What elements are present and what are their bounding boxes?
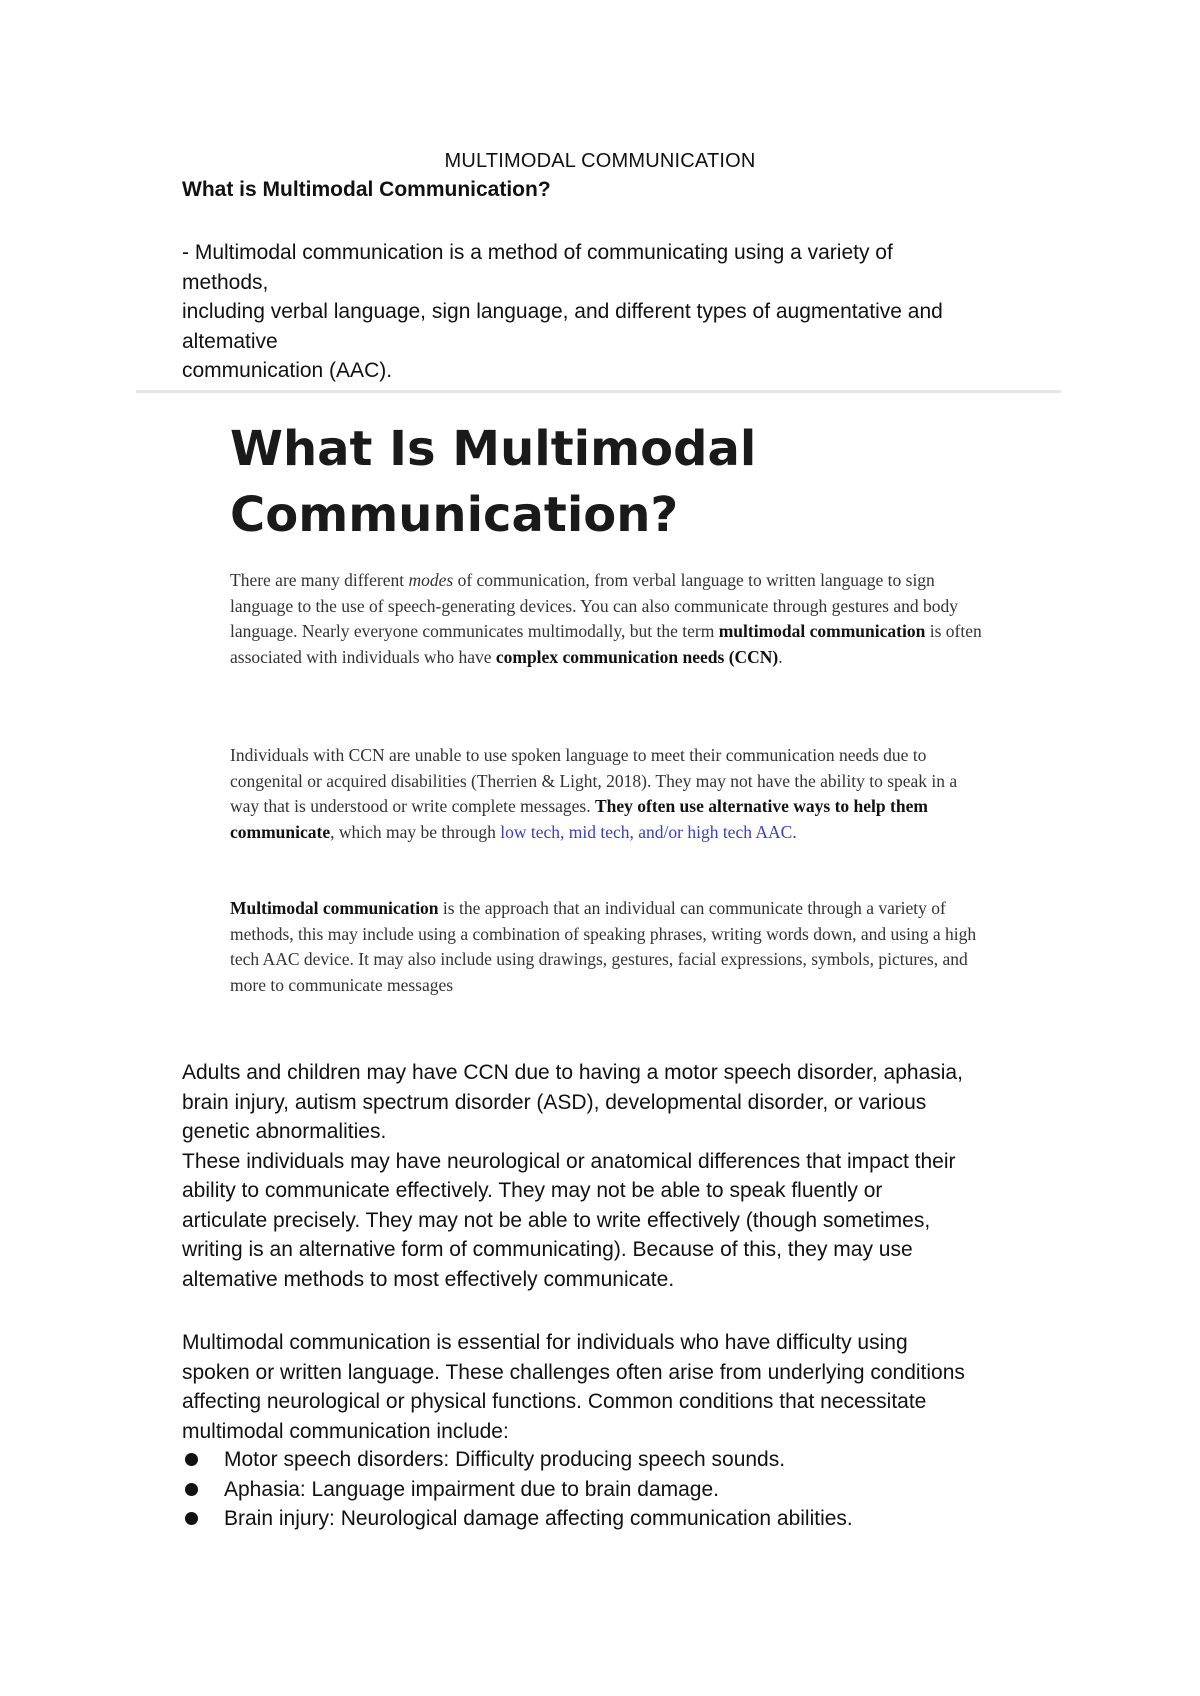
- body-line: writing is an alternative form of communicating). Because of this, they may use: [182, 1238, 913, 1261]
- conditions-list: [182, 1445, 853, 1534]
- body-line: Multimodal communication is essential for individuals who have difficulty using: [182, 1331, 908, 1354]
- text-run: of communication, from verbal language to written language to sign language to the use of speech-generating devices. You can also communicate through gestures and body language. Nearly everyone communicates multimodally, but the term: [230, 570, 958, 641]
- text-run: .: [778, 646, 783, 667]
- body-line: articulate precisely. They may not be able to write effectively (though sometimes,: [182, 1208, 931, 1232]
- bullet-icon: [185, 1483, 198, 1496]
- embedded-paragraph-approach: [230, 896, 990, 998]
- embedded-screenshot: [136, 390, 1061, 1000]
- body-line: affecting neurological or physical functions. Common conditions that necessitate: [182, 1390, 927, 1413]
- body-line: genetic abnormalities.: [182, 1120, 387, 1143]
- text-run: is often associated with individuals who have: [230, 621, 982, 667]
- text-run: Individuals with CCN are unable to use spoken language to meet their communication needs due to congenital or acquired disabilities (Therrien & Light, 2018). They may not have the ability to speak in a way that is understood or write complete messages.: [230, 745, 958, 816]
- intro-line: methods,: [182, 270, 269, 294]
- bold-run: multimodal communication: [718, 621, 926, 641]
- text-run: , which may be through: [330, 821, 501, 842]
- embedded-heading: [230, 416, 756, 548]
- aac-link[interactable]: low tech, mid tech, and/or high tech AAC: [500, 821, 793, 842]
- intro-line: communication (AAC).: [182, 359, 393, 382]
- body-paragraph-essential: [182, 1328, 1042, 1446]
- body-line: ability to communicate effectively. They may not be able to speak fluently or: [182, 1179, 883, 1202]
- list-item-text: Brain injury: Neurological damage affecting communication abilities.: [224, 1507, 853, 1530]
- bullet-icon: [185, 1512, 198, 1525]
- body-line: altemative methods to most effectively communicate.: [182, 1267, 675, 1291]
- embedded-paragraph-ccn: [230, 743, 990, 845]
- italic-run: modes: [408, 570, 454, 590]
- text-run: There are many different: [230, 570, 409, 590]
- bold-run: They often use alternative ways to help them communicate: [230, 796, 928, 842]
- bold-run: complex communication needs (CCN): [495, 646, 779, 667]
- embedded-paragraph-modes: [230, 568, 990, 670]
- document-title: MULTIMODAL COMMUNICATION: [444, 150, 756, 172]
- embedded-heading-line: What Is Multimodal: [230, 421, 757, 477]
- document-heading: What is Multimodal Communication?: [182, 178, 551, 201]
- text-run: .: [792, 821, 797, 842]
- list-item: [182, 1504, 853, 1534]
- bullet-icon: [185, 1453, 198, 1466]
- embedded-heading-line: Communication?: [230, 487, 679, 543]
- intro-line: altemative: [182, 329, 278, 353]
- embed-divider: [136, 390, 1061, 393]
- body-line: brain injury, autism spectrum disorder (ASD), developmental disorder, or various: [182, 1090, 927, 1114]
- body-line: spoken or written language. These challenges often arise from underlying conditions: [182, 1360, 965, 1384]
- list-item: [182, 1445, 853, 1475]
- list-item: [182, 1475, 853, 1505]
- intro-paragraph: [182, 238, 1022, 386]
- text-run: is the approach that an individual can communicate through a variety of methods, this may include using a combination of speaking phrases, writing words down, and using a high tech AAC device. It may also include using drawings, gestures, facial expressions, symbols, pictures, and more to communicate messages: [230, 898, 977, 995]
- intro-line: - Multimodal communication is a method of communicating using a variety of: [182, 241, 893, 264]
- body-paragraph-ccn-causes: [182, 1058, 1042, 1294]
- list-item-text: Aphasia: Language impairment due to brain damage.: [224, 1477, 719, 1501]
- body-line: Adults and children may have CCN due to having a motor speech disorder, aphasia,: [182, 1061, 963, 1084]
- list-item-text: Motor speech disorders: Difficulty producing speech sounds.: [224, 1448, 786, 1471]
- bold-run: Multimodal communication: [230, 898, 439, 918]
- body-line: These individuals may have neurological or anatomical differences that impact their: [182, 1149, 956, 1173]
- intro-line: including verbal language, sign language, and different types of augmentative and: [182, 300, 943, 323]
- body-line: multimodal communication include:: [182, 1419, 509, 1443]
